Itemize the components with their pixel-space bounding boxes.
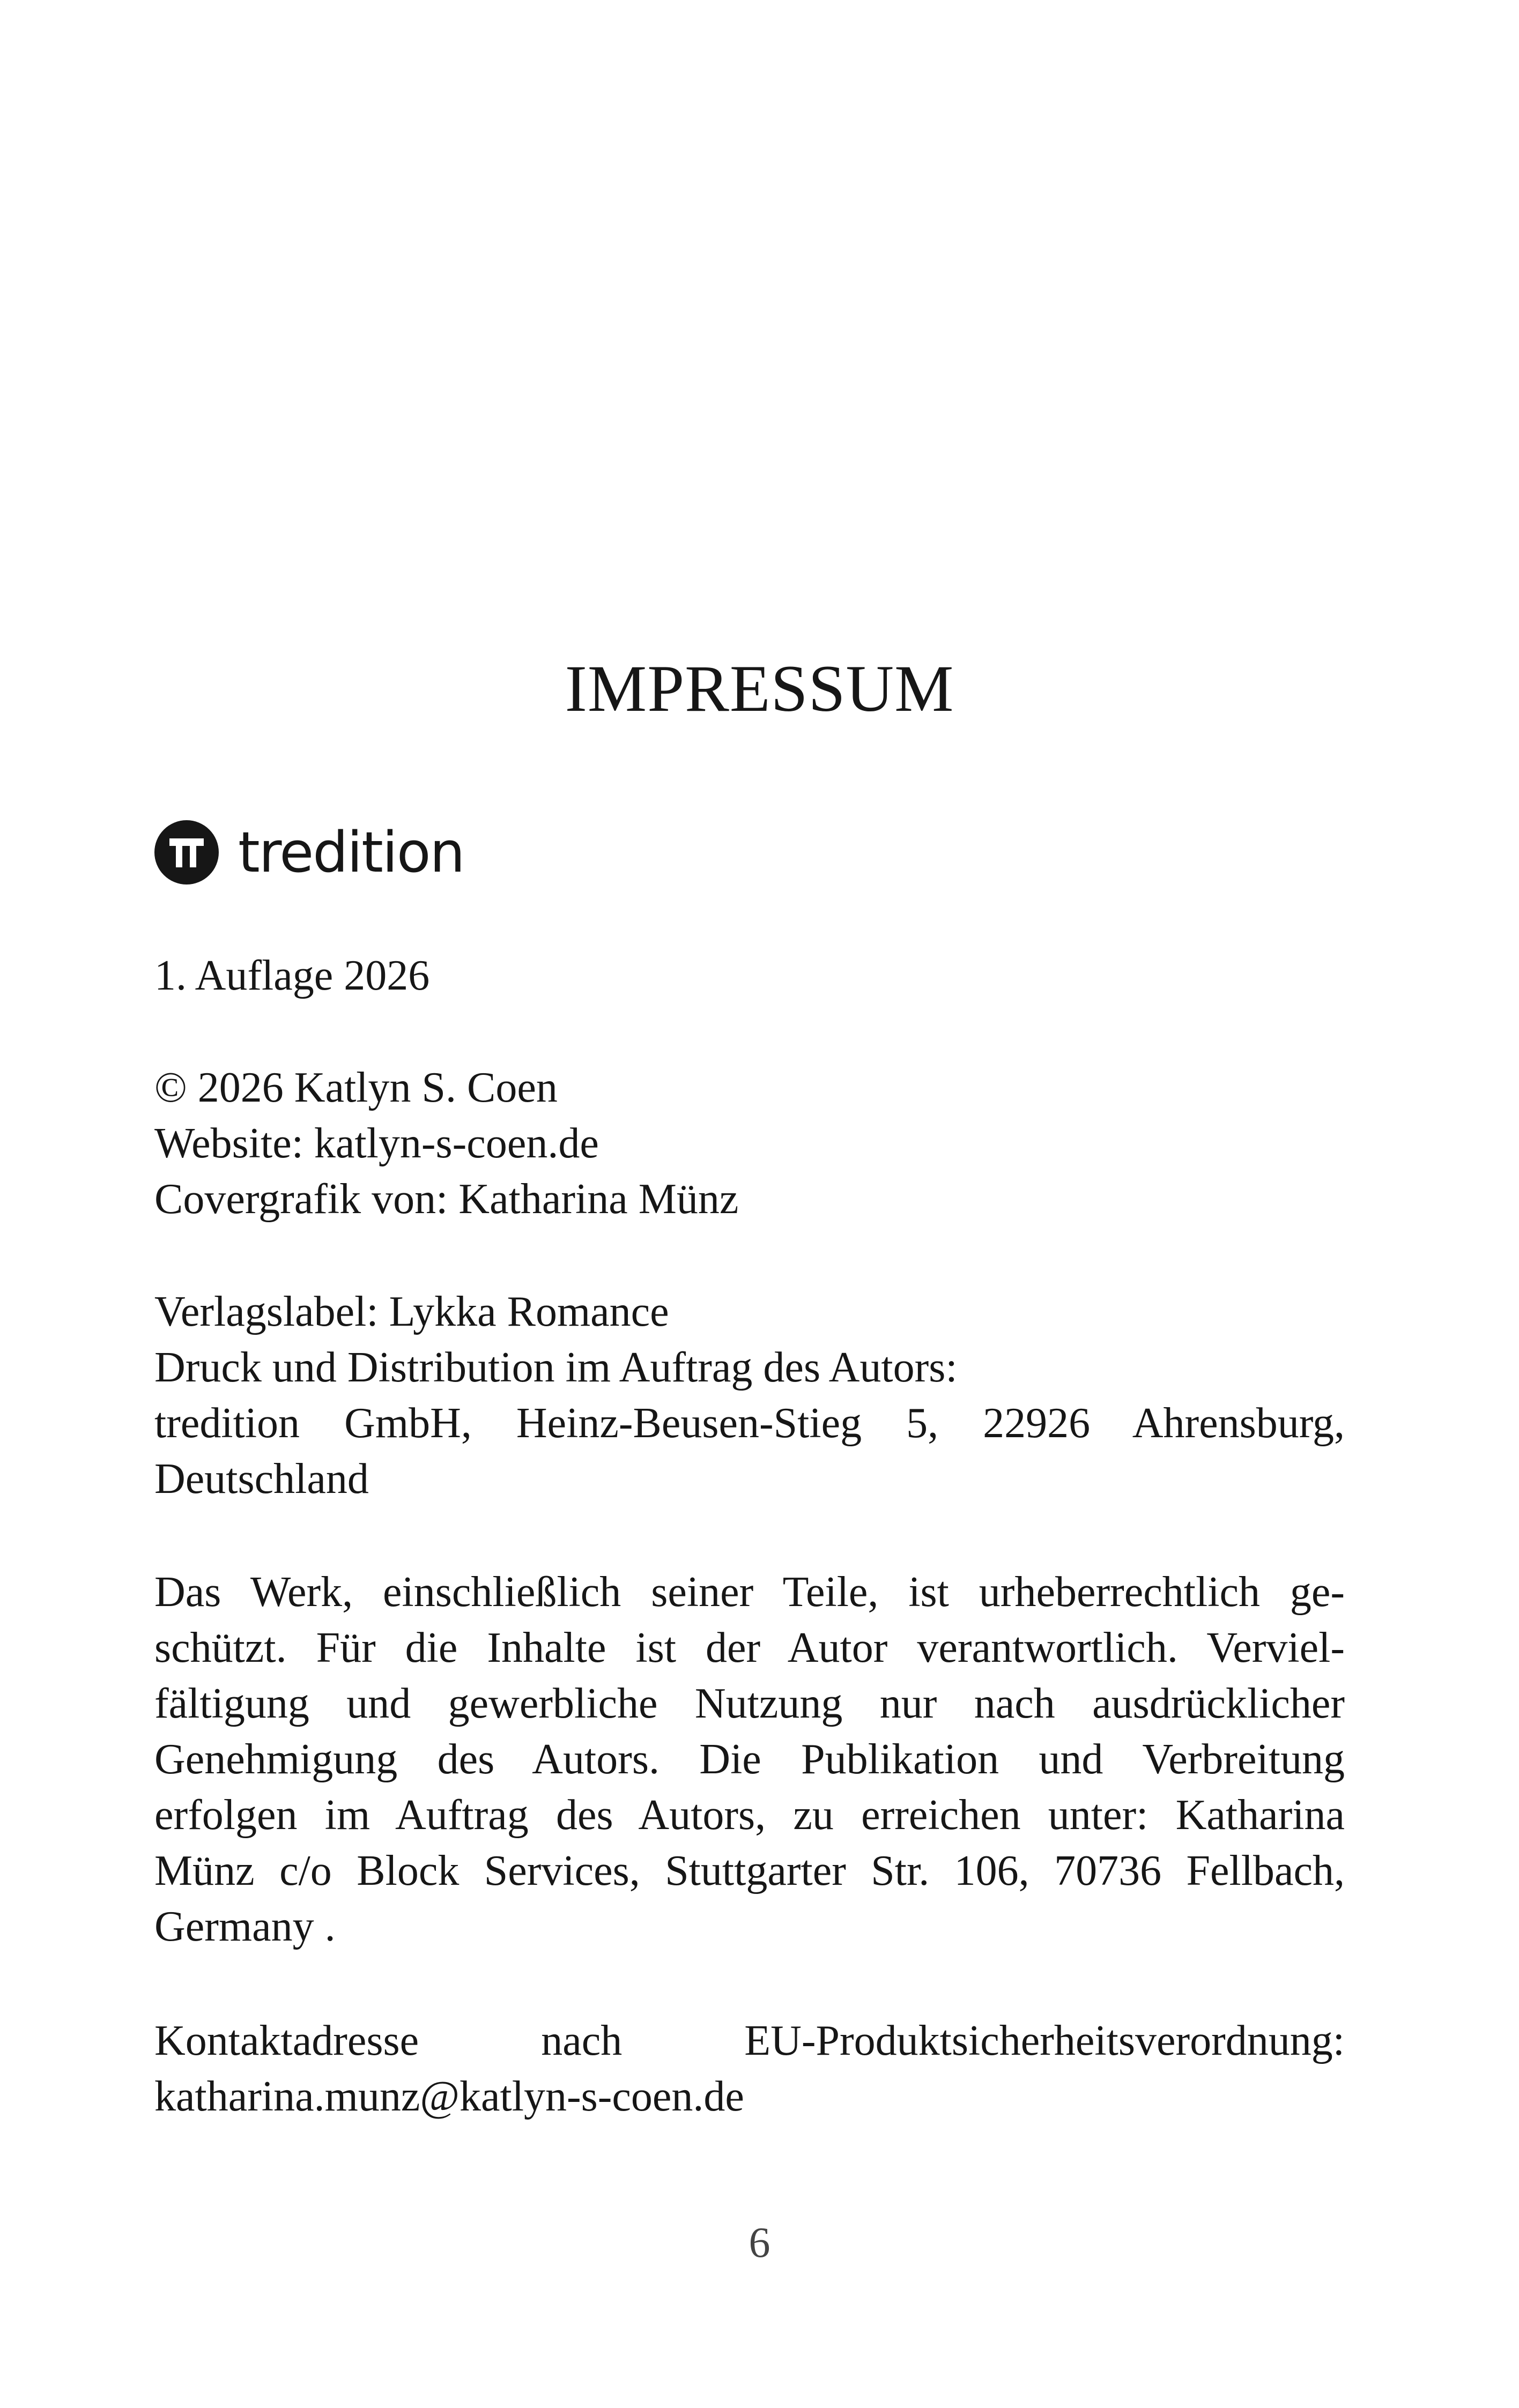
notice-line: Germany . [154,1903,336,1950]
contact-heading-line: Kontaktadresse nach EU-Produktsicherheitsverordnung: [154,2017,1345,2064]
notice-line: Münz c/o Block Services, Stuttgarter Str. 106, 70736 Fellbach, [154,1847,1345,1894]
copyright-line: © 2026 Katlyn S. Coen [154,1064,558,1111]
page-number: 6 [749,2219,770,2266]
distribution-line: Druck und Distribution im Auftrag des Autors: [154,1344,958,1391]
logo-wordmark: tredition [238,820,464,885]
notice-line: Genehmigung des Autors. Die Publikation und Verbreitung [154,1736,1345,1783]
cover-credit-line: Covergrafik von: Katharina Münz [154,1176,739,1223]
contact-block [154,2013,1345,2124]
publisher-block [154,1284,1345,1507]
edition-line: 1. Auflage 2026 [154,952,430,999]
publisher-logo [154,820,464,885]
copyright-notice-block [154,1564,1345,1954]
contact-email[interactable]: katharina.munz@katlyn-s-coen.de [154,2073,744,2120]
credits-block [154,1060,1345,1227]
country-line: Deutschland [154,1455,369,1503]
tredition-logo-icon [154,820,219,885]
notice-line: erfolgen im Auftrag des Autors, zu erreichen unter: Katharina [154,1792,1345,1839]
address-line: tredition GmbH, Heinz-Beusen-Stieg 5, 22926 Ahrensburg, [154,1400,1345,1447]
website-line: Website: katlyn-s-coen.de [154,1120,599,1167]
edition-block [154,948,1345,1004]
label-line: Verlagslabel: Lykka Romance [154,1288,669,1335]
notice-line: Das Werk, einschließlich seiner Teile, ist urheberrechtlich ge- [154,1569,1345,1616]
notice-line: schützt. Für die Inhalte ist der Autor verantwortlich. Verviel- [154,1624,1345,1671]
notice-line: fältigung und gewerbliche Nutzung nur nach ausdrücklicher [154,1680,1345,1727]
page-title: IMPRESSUM [565,652,954,725]
